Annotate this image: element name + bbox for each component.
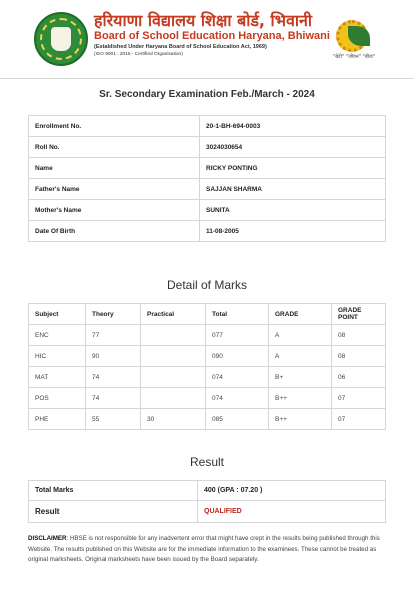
board-title-block bbox=[94, 12, 334, 58]
cell-subject: ENC bbox=[29, 325, 86, 346]
cell-theory: 55 bbox=[86, 409, 141, 430]
result-section-title: Result bbox=[189, 455, 224, 469]
detail-value: SAJJAN SHARMA bbox=[200, 179, 386, 200]
cell-grade: B++ bbox=[269, 409, 332, 430]
detail-label: Name bbox=[29, 158, 200, 179]
detail-value: 3024030654 bbox=[200, 137, 386, 158]
board-emblem-icon bbox=[34, 12, 88, 66]
cell-grade-point: 08 bbox=[332, 325, 386, 346]
detail-value: 11-08-2005 bbox=[200, 221, 386, 242]
detail-row-name bbox=[29, 158, 386, 179]
detail-label: Mother's Name bbox=[29, 200, 200, 221]
col-header-total: Total bbox=[206, 304, 269, 325]
disclaimer-label: DISCLAIMER bbox=[28, 535, 67, 542]
col-header-practical: Practical bbox=[141, 304, 206, 325]
cell-theory: 74 bbox=[86, 388, 141, 409]
total-marks-label: Total Marks bbox=[29, 481, 198, 501]
cell-theory: 74 bbox=[86, 367, 141, 388]
board-english-title: Board of School Education Haryana, Bhiwani bbox=[94, 30, 330, 42]
detail-row-father bbox=[29, 179, 386, 200]
cell-grade: A bbox=[269, 325, 332, 346]
detail-label: Enrollment No. bbox=[29, 116, 200, 137]
campaign-logo-icon bbox=[328, 18, 380, 64]
cell-grade-point: 07 bbox=[332, 409, 386, 430]
board-certification: (ISO 9001 : 2015 - Certified Organisation) bbox=[94, 52, 183, 57]
cell-practical bbox=[141, 325, 206, 346]
cell-grade: A bbox=[269, 346, 332, 367]
cell-total: 074 bbox=[206, 367, 269, 388]
result-label: Result bbox=[29, 501, 198, 523]
board-header bbox=[0, 8, 414, 74]
detail-row-enrollment bbox=[29, 116, 386, 137]
detail-value: 20-1-BH-694-0003 bbox=[200, 116, 386, 137]
cell-subject: HIC bbox=[29, 346, 86, 367]
cell-total: 090 bbox=[206, 346, 269, 367]
detail-label: Father's Name bbox=[29, 179, 200, 200]
cell-total: 085 bbox=[206, 409, 269, 430]
result-status-badge: QUALIFIED bbox=[198, 501, 386, 523]
cell-theory: 90 bbox=[86, 346, 141, 367]
table-row bbox=[29, 367, 386, 388]
cell-grade: B+ bbox=[269, 367, 332, 388]
cell-subject: MAT bbox=[29, 367, 86, 388]
disclaimer bbox=[28, 534, 386, 566]
table-row bbox=[29, 325, 386, 346]
table-row bbox=[29, 346, 386, 367]
cell-grade-point: 07 bbox=[332, 388, 386, 409]
detail-row-roll bbox=[29, 137, 386, 158]
col-header-grade-point: GRADE POINT bbox=[332, 304, 386, 325]
student-details-table bbox=[28, 115, 386, 242]
cell-grade-point: 06 bbox=[332, 367, 386, 388]
cell-grade: B++ bbox=[269, 388, 332, 409]
total-marks-value: 400 (GPA : 07.20 ) bbox=[198, 481, 386, 501]
header-divider bbox=[0, 78, 414, 79]
result-row-status bbox=[29, 501, 386, 523]
detail-value: SUNITA bbox=[200, 200, 386, 221]
board-established: (Established Under Haryana Board of School Education Act, 1969) bbox=[94, 44, 267, 50]
cell-subject: POS bbox=[29, 388, 86, 409]
disclaimer-text: : HBSE is not responsible for any inadvertent error that might have crept in the results being published through this Website. The results published on this Website are for the immediate information to the examinees. These cannot be treated as original marksheets. Original marksheets have been issued by the Board separately. bbox=[28, 535, 380, 563]
cell-practical bbox=[141, 367, 206, 388]
cell-practical bbox=[141, 388, 206, 409]
col-header-grade: GRADE bbox=[269, 304, 332, 325]
marks-table bbox=[28, 303, 386, 430]
table-row bbox=[29, 409, 386, 430]
detail-value: RICKY PONTING bbox=[200, 158, 386, 179]
col-header-theory: Theory bbox=[86, 304, 141, 325]
campaign-tagline: "बेटी" "जीवन" "बीज" bbox=[332, 54, 376, 60]
cell-grade-point: 08 bbox=[332, 346, 386, 367]
cell-practical: 30 bbox=[141, 409, 206, 430]
result-row-total bbox=[29, 481, 386, 501]
marks-header-row bbox=[29, 304, 386, 325]
cell-theory: 77 bbox=[86, 325, 141, 346]
detail-label: Date Of Birth bbox=[29, 221, 200, 242]
cell-total: 077 bbox=[206, 325, 269, 346]
col-header-subject: Subject bbox=[29, 304, 86, 325]
table-row bbox=[29, 388, 386, 409]
cell-subject: PHE bbox=[29, 409, 86, 430]
detail-row-mother bbox=[29, 200, 386, 221]
marks-section-title: Detail of Marks bbox=[166, 278, 248, 292]
detail-label: Roll No. bbox=[29, 137, 200, 158]
cell-practical bbox=[141, 346, 206, 367]
result-table bbox=[28, 480, 386, 523]
cell-total: 074 bbox=[206, 388, 269, 409]
exam-title: Sr. Secondary Examination Feb./March - 2024 bbox=[99, 89, 315, 100]
detail-row-dob bbox=[29, 221, 386, 242]
board-hindi-title: हरियाणा विद्यालय शिक्षा बोर्ड, भिवानी bbox=[94, 11, 313, 30]
